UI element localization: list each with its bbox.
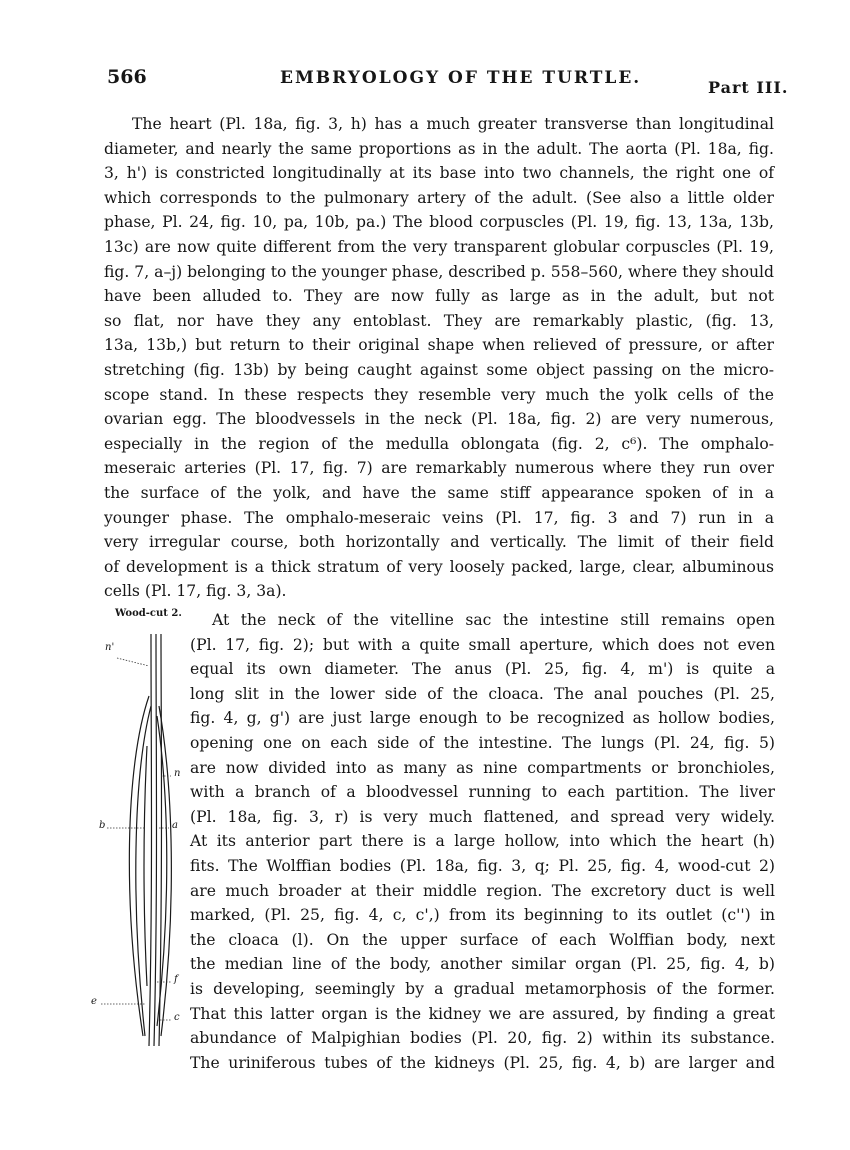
text-line: At the neck of the vitelline sac the intestine still remains open: [212, 611, 775, 629]
text-line: diameter, and nearly the same proportions as in the adult. The aorta (Pl. 18a, fig.: [104, 139, 774, 158]
text-line: are now divided into as many as nine compartments or bronchioles,: [190, 758, 775, 777]
text-line: are much broader at their middle region. The excretory duct is well: [190, 881, 775, 900]
text-line: is developing, seemingly by a gradual metamorphosis of the former.: [190, 979, 775, 998]
paragraph-intestine-kidney: [190, 608, 775, 1075]
text-line: marked, (Pl. 25, fig. 4, c, c',) from its beginning to its outlet (c'') in: [190, 906, 775, 925]
text-line: phase, Pl. 24, fig. 10, pa, 10b, pa.) The blood corpuscles (Pl. 19, fig. 13, 13a, 13b,: [104, 213, 774, 232]
text-line: of development is a thick stratum of very loosely packed, large, clear, albuminous: [104, 557, 774, 576]
paragraph-heart-blood: [104, 112, 774, 604]
text-line: meseraic arteries (Pl. 17, fig. 7) are remarkably numerous where they run over: [104, 459, 774, 478]
text-line: especially in the region of the medulla oblongata (fig. 2, c⁶). The omphalo-: [104, 434, 774, 453]
text-line: abundance of Malpighian bodies (Pl. 20, fig. 2) within its substance.: [190, 1029, 775, 1048]
label-b: b: [99, 820, 106, 831]
text-line: The uriniferous tubes of the kidneys (Pl. 25, fig. 4, b) are larger and: [190, 1053, 775, 1072]
text-line: 3, h') is constricted longitudinally at its base into two channels, the right one of: [104, 164, 774, 183]
label-n: n: [174, 768, 181, 779]
text-line: fits. The Wolffian bodies (Pl. 18a, fig. 3, q; Pl. 25, fig. 4, wood-cut 2): [190, 856, 775, 875]
text-line: That this latter organ is the kidney we are assured, by finding a great: [190, 1004, 775, 1023]
woodcut-illustration: [85, 606, 195, 1056]
label-e: e: [91, 996, 97, 1007]
running-title: EMBRYOLOGY OF THE TURTLE.: [280, 68, 642, 88]
page-number: 566: [107, 66, 147, 88]
text-line: stretching (fig. 13b) by being caught against some object passing on the micro-: [104, 360, 774, 379]
text-line: The heart (Pl. 18a, fig. 3, h) has a much greater transverse than longitudinal: [132, 115, 774, 133]
text-line: the cloaca (l). On the upper surface of each Wolffian body, next: [190, 930, 775, 949]
text-line: ovarian egg. The bloodvessels in the neck (Pl. 18a, fig. 2) are very numerous,: [104, 410, 774, 429]
text-line: long slit in the lower side of the cloaca. The anal pouches (Pl. 25,: [190, 684, 775, 703]
text-line: younger phase. The omphalo-meseraic veins (Pl. 17, fig. 3 and 7) run in a: [104, 508, 774, 527]
text-line: the surface of the yolk, and have the same stiff appearance spoken of in a: [104, 483, 774, 502]
text-line: equal its own diameter. The anus (Pl. 25, fig. 4, m') is quite a: [190, 660, 775, 679]
woodcut-figure: [85, 606, 195, 1056]
text-line: which corresponds to the pulmonary artery of the adult. (See also a little older: [104, 188, 774, 207]
text-line: 13c) are now quite different from the very transparent globular corpuscles (Pl. 19,: [104, 237, 774, 256]
text-line: cells (Pl. 17, fig. 3, 3a).: [104, 582, 287, 601]
text-line: have been alluded to. They are now fully as large as in the adult, but not: [104, 287, 774, 306]
label-f: f: [174, 974, 178, 985]
text-line: so flat, nor have they any entoblast. They are remarkably plastic, (fig. 13,: [104, 311, 774, 330]
page-header: [0, 64, 850, 104]
text-line: (Pl. 18a, fig. 3, r) is very much flattened, and spread very widely.: [190, 807, 775, 826]
woodcut-caption: Wood-cut 2.: [115, 608, 182, 619]
text-line: (Pl. 17, fig. 2); but with a quite small aperture, which does not even: [190, 635, 775, 654]
text-line: the median line of the body, another similar organ (Pl. 25, fig. 4, b): [190, 955, 775, 974]
text-line: At its anterior part there is a large hollow, into which the heart (h): [190, 832, 775, 851]
text-line: with a branch of a bloodvessel running to each partition. The liver: [190, 783, 775, 802]
label-a: a: [172, 820, 178, 831]
text-line: fig. 4, g, g') are just large enough to be recognized as hollow bodies,: [190, 709, 775, 728]
text-line: very irregular course, both horizontally and vertically. The limit of their field: [104, 533, 774, 552]
label-n-prime: n': [105, 642, 115, 653]
text-line: 13a, 13b,) but return to their original shape when relieved of pressure, or after: [104, 336, 774, 355]
text-line: opening one on each side of the intestine. The lungs (Pl. 24, fig. 5): [190, 733, 775, 752]
label-c: c: [174, 1012, 180, 1023]
text-line: fig. 7, a–j) belonging to the younger phase, described p. 558–560, where they should: [104, 262, 774, 281]
text-line: scope stand. In these respects they resemble very much the yolk cells of the: [104, 385, 774, 404]
part-label: Part III.: [708, 78, 789, 97]
